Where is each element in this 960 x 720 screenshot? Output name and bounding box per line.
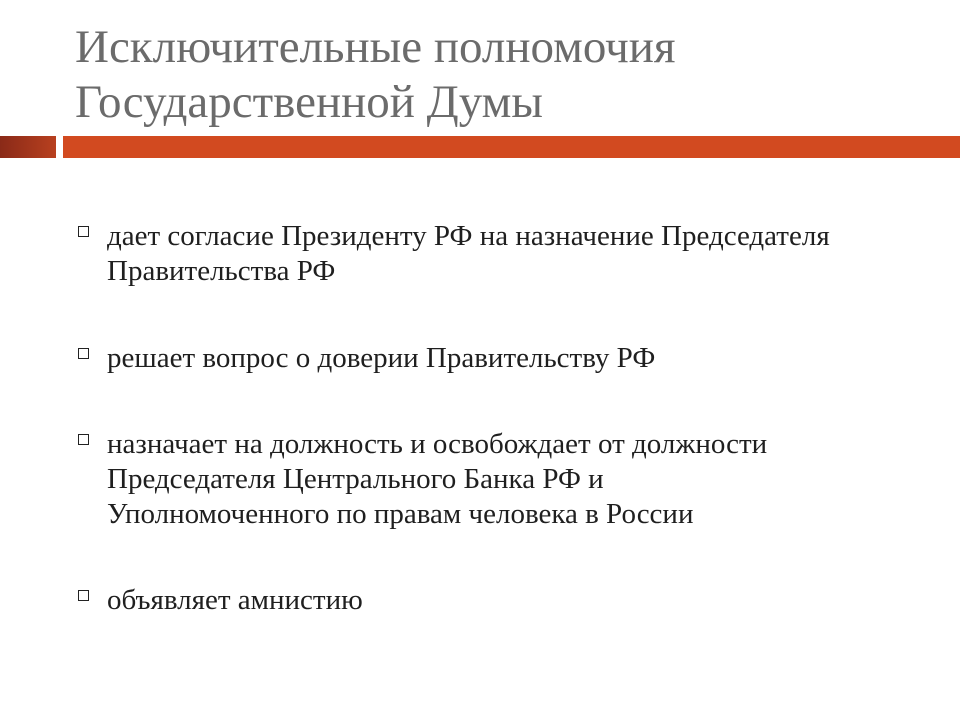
title-accent-rule-right bbox=[63, 136, 960, 158]
square-bullet-icon bbox=[78, 226, 89, 237]
slide-title-line-1: Исключительные полномочия bbox=[75, 21, 676, 73]
bullet-item-1-line-1: дает согласие Президенту РФ на назначение Председателя bbox=[107, 220, 830, 252]
slide-title bbox=[75, 20, 935, 130]
bullet-item-1 bbox=[107, 219, 937, 289]
bullet-item-3-line-1: назначает на должность и освобождает от должности bbox=[107, 428, 768, 460]
bullet-item-1-line-2: Правительства РФ bbox=[107, 255, 336, 287]
square-bullet-icon bbox=[78, 434, 89, 445]
bullet-item-2-line-1: решает вопрос о доверии Правительству РФ bbox=[107, 342, 656, 374]
title-accent-rule-left bbox=[0, 136, 56, 158]
bullet-item-3-line-3: Уполномоченного по правам человека в России bbox=[107, 498, 694, 530]
slide-title-line-2: Государственной Думы bbox=[75, 76, 543, 128]
bullet-item-2 bbox=[107, 341, 937, 376]
bullet-item-3-line-2: Председателя Центрального Банка РФ и bbox=[107, 463, 604, 495]
bullet-item-4 bbox=[107, 583, 937, 618]
square-bullet-icon bbox=[78, 590, 89, 601]
bullet-item-3 bbox=[107, 427, 937, 532]
bullet-item-4-line-1: объявляет амнистию bbox=[107, 584, 363, 616]
square-bullet-icon bbox=[78, 348, 89, 359]
